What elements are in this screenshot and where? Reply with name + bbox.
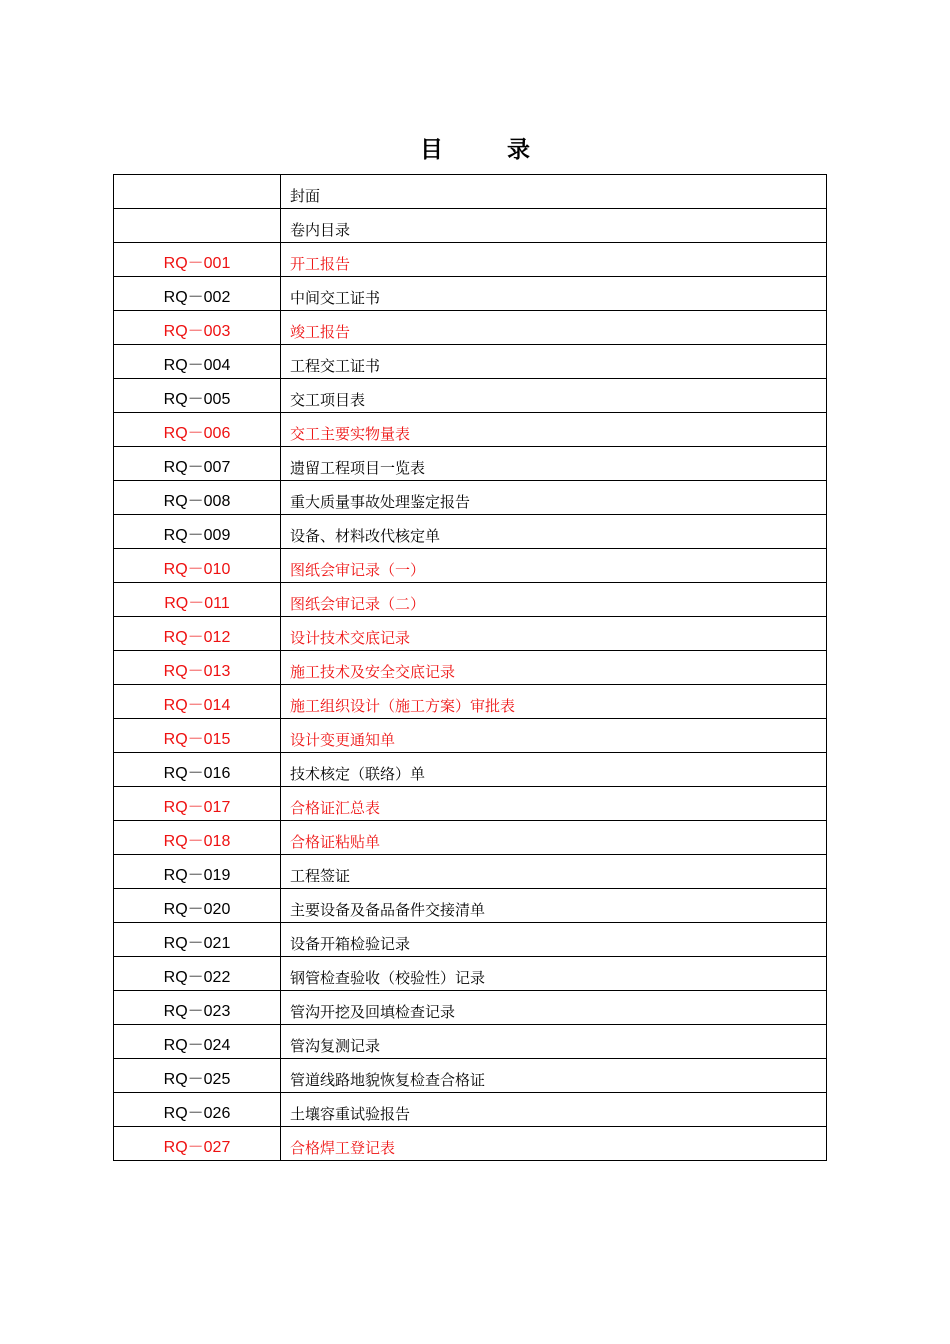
table-row — [114, 345, 827, 379]
row-code: RQ－006 — [114, 413, 281, 447]
row-code: RQ－014 — [114, 685, 281, 719]
row-title: 中间交工证书 — [281, 277, 827, 311]
row-title: 施工组织设计（施工方案）审批表 — [281, 685, 827, 719]
row-title: 合格证粘贴单 — [281, 821, 827, 855]
row-title: 设备开箱检验记录 — [281, 923, 827, 957]
row-title: 图纸会审记录（二） — [281, 583, 827, 617]
table-row — [114, 413, 827, 447]
row-code: RQ－012 — [114, 617, 281, 651]
table-row — [114, 923, 827, 957]
row-code: RQ－002 — [114, 277, 281, 311]
row-title: 合格焊工登记表 — [281, 1127, 827, 1161]
table-row — [114, 583, 827, 617]
table-row — [114, 277, 827, 311]
row-code: RQ－007 — [114, 447, 281, 481]
row-code: RQ－005 — [114, 379, 281, 413]
table-row — [114, 1127, 827, 1161]
table-row — [114, 719, 827, 753]
row-title: 交工项目表 — [281, 379, 827, 413]
row-code: RQ－008 — [114, 481, 281, 515]
contents-table — [113, 174, 827, 1161]
row-code: RQ－027 — [114, 1127, 281, 1161]
table-row — [114, 753, 827, 787]
table-row — [114, 481, 827, 515]
row-title: 交工主要实物量表 — [281, 413, 827, 447]
table-row — [114, 617, 827, 651]
table-row — [114, 991, 827, 1025]
row-title: 重大质量事故处理鉴定报告 — [281, 481, 827, 515]
page-title — [0, 133, 950, 167]
table-row — [114, 821, 827, 855]
row-title: 主要设备及备品备件交接清单 — [281, 889, 827, 923]
table-row — [114, 515, 827, 549]
row-title: 遗留工程项目一览表 — [281, 447, 827, 481]
row-title: 技术核定（联络）单 — [281, 753, 827, 787]
row-code: RQ－018 — [114, 821, 281, 855]
row-code: RQ－004 — [114, 345, 281, 379]
row-title: 管沟复测记录 — [281, 1025, 827, 1059]
row-title: 设计技术交底记录 — [281, 617, 827, 651]
row-code: RQ－015 — [114, 719, 281, 753]
table-row — [114, 1093, 827, 1127]
row-code: RQ－010 — [114, 549, 281, 583]
row-code: RQ－003 — [114, 311, 281, 345]
table-row — [114, 685, 827, 719]
table-row — [114, 379, 827, 413]
row-code: RQ－026 — [114, 1093, 281, 1127]
row-code: RQ－022 — [114, 957, 281, 991]
table-row — [114, 1025, 827, 1059]
table-row — [114, 175, 827, 209]
table-row — [114, 209, 827, 243]
row-code: RQ－025 — [114, 1059, 281, 1093]
table-row — [114, 889, 827, 923]
row-code: RQ－023 — [114, 991, 281, 1025]
row-code — [114, 175, 281, 209]
row-title: 卷内目录 — [281, 209, 827, 243]
row-title: 钢管检查验收（校验性）记录 — [281, 957, 827, 991]
table-row — [114, 651, 827, 685]
row-code: RQ－021 — [114, 923, 281, 957]
table-row — [114, 855, 827, 889]
table-row — [114, 957, 827, 991]
table-row — [114, 1059, 827, 1093]
row-code: RQ－016 — [114, 753, 281, 787]
row-title: 设备、材料改代核定单 — [281, 515, 827, 549]
table-row — [114, 243, 827, 277]
row-title: 工程签证 — [281, 855, 827, 889]
row-code — [114, 209, 281, 243]
table-row — [114, 787, 827, 821]
row-title: 工程交工证书 — [281, 345, 827, 379]
row-code: RQ－001 — [114, 243, 281, 277]
table-row — [114, 447, 827, 481]
row-title: 管沟开挖及回填检查记录 — [281, 991, 827, 1025]
row-code: RQ－009 — [114, 515, 281, 549]
row-code: RQ－019 — [114, 855, 281, 889]
contents-table-body — [114, 175, 827, 1161]
row-title: 封面 — [281, 175, 827, 209]
table-row — [114, 311, 827, 345]
row-title: 设计变更通知单 — [281, 719, 827, 753]
row-code: RQ－024 — [114, 1025, 281, 1059]
row-title: 开工报告 — [281, 243, 827, 277]
row-title: 施工技术及安全交底记录 — [281, 651, 827, 685]
row-title: 土壤容重试验报告 — [281, 1093, 827, 1127]
table-row — [114, 549, 827, 583]
page-title-left: 目 — [420, 137, 443, 163]
row-code: RQ－020 — [114, 889, 281, 923]
page-title-right: 录 — [507, 137, 530, 163]
row-title: 竣工报告 — [281, 311, 827, 345]
row-code: RQ－011 — [114, 583, 281, 617]
row-title: 管道线路地貌恢复检查合格证 — [281, 1059, 827, 1093]
row-title: 图纸会审记录（一） — [281, 549, 827, 583]
row-code: RQ－013 — [114, 651, 281, 685]
row-code: RQ－017 — [114, 787, 281, 821]
row-title: 合格证汇总表 — [281, 787, 827, 821]
